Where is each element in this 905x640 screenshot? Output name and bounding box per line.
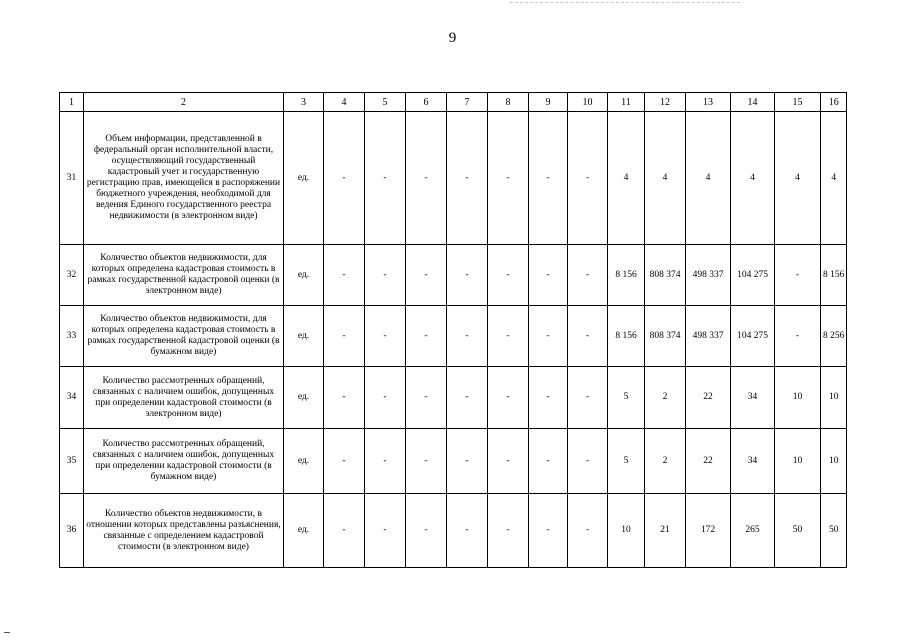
value-cell: - <box>529 367 568 429</box>
value-cell: - <box>488 245 529 306</box>
value-cell: 172 <box>686 494 731 568</box>
value-cell: 4 <box>775 112 821 245</box>
value-cell: - <box>365 429 406 494</box>
value-cell: 4 <box>821 112 847 245</box>
row-unit: ед. <box>284 245 324 306</box>
value-cell: - <box>488 367 529 429</box>
header-cell: 6 <box>406 93 447 112</box>
row-number: 32 <box>60 245 84 306</box>
value-cell: - <box>568 494 608 568</box>
scan-edge-mark <box>510 2 740 3</box>
value-cell: - <box>775 245 821 306</box>
value-cell: - <box>324 306 365 367</box>
value-cell: - <box>365 245 406 306</box>
value-cell: - <box>529 245 568 306</box>
header-cell: 4 <box>324 93 365 112</box>
value-cell: - <box>324 429 365 494</box>
header-cell: 8 <box>488 93 529 112</box>
value-cell: - <box>324 245 365 306</box>
value-cell: - <box>447 367 488 429</box>
value-cell: 22 <box>686 429 731 494</box>
row-number: 33 <box>60 306 84 367</box>
row-number: 35 <box>60 429 84 494</box>
value-cell: - <box>488 306 529 367</box>
row-description: Количество объектов недвижимости, для которых определена кадастровая стоимость в рамках государственной кадастровой оценки (в электронном виде) <box>84 245 284 306</box>
value-cell: - <box>406 367 447 429</box>
value-cell: - <box>568 367 608 429</box>
header-cell: 7 <box>447 93 488 112</box>
value-cell: 8 156 <box>608 245 645 306</box>
table-row <box>60 306 847 367</box>
value-cell: 10 <box>775 367 821 429</box>
value-cell: 5 <box>608 429 645 494</box>
value-cell: - <box>365 494 406 568</box>
value-cell: - <box>406 429 447 494</box>
value-cell: - <box>568 306 608 367</box>
header-cell: 2 <box>84 93 284 112</box>
value-cell: - <box>529 306 568 367</box>
value-cell: - <box>406 245 447 306</box>
row-unit: ед. <box>284 367 324 429</box>
header-cell: 12 <box>645 93 686 112</box>
value-cell: - <box>568 429 608 494</box>
value-cell: 5 <box>608 367 645 429</box>
header-cell: 13 <box>686 93 731 112</box>
row-number: 36 <box>60 494 84 568</box>
value-cell: 104 275 <box>731 245 775 306</box>
value-cell: 4 <box>731 112 775 245</box>
value-cell: - <box>568 245 608 306</box>
value-cell: 265 <box>731 494 775 568</box>
value-cell: 10 <box>608 494 645 568</box>
value-cell: 34 <box>731 429 775 494</box>
header-cell: 15 <box>775 93 821 112</box>
value-cell: - <box>529 494 568 568</box>
value-cell: - <box>447 112 488 245</box>
value-cell: 4 <box>686 112 731 245</box>
value-cell: 8 256 <box>821 306 847 367</box>
row-description: Количество рассмотренных обращений, связанных с наличием ошибок, допущенных при определении кадастровой стоимости (в электронном виде) <box>84 367 284 429</box>
scan-edge-mark <box>4 632 10 633</box>
value-cell: 50 <box>821 494 847 568</box>
value-cell: - <box>447 306 488 367</box>
value-cell: - <box>447 245 488 306</box>
value-cell: - <box>488 112 529 245</box>
row-description: Количество рассмотренных обращений, связанных с наличием ошибок, допущенных при определении кадастровой стоимости (в бумажном виде) <box>84 429 284 494</box>
header-cell: 5 <box>365 93 406 112</box>
table-row <box>60 112 847 245</box>
value-cell: 22 <box>686 367 731 429</box>
value-cell: 104 275 <box>731 306 775 367</box>
row-unit: ед. <box>284 494 324 568</box>
page-number: 9 <box>448 30 457 46</box>
row-description: Количество объектов недвижимости, в отношении которых представлены разъяснения, связанные с определением кадастровой стоимости (в электронном виде) <box>84 494 284 568</box>
value-cell: 10 <box>821 429 847 494</box>
value-cell: 8 156 <box>608 306 645 367</box>
value-cell: 34 <box>731 367 775 429</box>
table-row <box>60 429 847 494</box>
value-cell: - <box>324 112 365 245</box>
indicators-table <box>59 92 847 568</box>
value-cell: - <box>406 494 447 568</box>
header-cell: 14 <box>731 93 775 112</box>
value-cell: 808 374 <box>645 306 686 367</box>
value-cell: - <box>775 306 821 367</box>
row-description: Объем информации, представленной в федеральный орган исполнительной власти, осуществляющий государственный кадастровый учет и государственную регистрацию прав, имеющейся в распоряжении бюджетного учреждения, необходимой для ведения Единого государственного реестра недвижимости (в электронном виде) <box>84 112 284 245</box>
value-cell: 808 374 <box>645 245 686 306</box>
header-cell: 16 <box>821 93 847 112</box>
value-cell: - <box>488 494 529 568</box>
value-cell: - <box>324 494 365 568</box>
table-row <box>60 367 847 429</box>
value-cell: - <box>568 112 608 245</box>
value-cell: 21 <box>645 494 686 568</box>
table-row <box>60 245 847 306</box>
value-cell: - <box>406 306 447 367</box>
header-cell: 10 <box>568 93 608 112</box>
value-cell: 498 337 <box>686 245 731 306</box>
value-cell: 4 <box>608 112 645 245</box>
value-cell: - <box>406 112 447 245</box>
value-cell: 4 <box>645 112 686 245</box>
value-cell: - <box>324 367 365 429</box>
row-number: 31 <box>60 112 84 245</box>
value-cell: 10 <box>821 367 847 429</box>
table-row <box>60 494 847 568</box>
row-description: Количество объектов недвижимости, для которых определена кадастровая стоимость в рамках государственной кадастровой оценки (в бумажном виде) <box>84 306 284 367</box>
value-cell: 2 <box>645 429 686 494</box>
value-cell: 10 <box>775 429 821 494</box>
value-cell: - <box>365 306 406 367</box>
value-cell: - <box>447 494 488 568</box>
value-cell: 8 156 <box>821 245 847 306</box>
header-row <box>60 93 847 112</box>
row-unit: ед. <box>284 112 324 245</box>
header-cell: 11 <box>608 93 645 112</box>
header-cell: 1 <box>60 93 84 112</box>
row-unit: ед. <box>284 306 324 367</box>
header-cell: 3 <box>284 93 324 112</box>
value-cell: - <box>529 429 568 494</box>
value-cell: 50 <box>775 494 821 568</box>
value-cell: - <box>365 367 406 429</box>
value-cell: - <box>488 429 529 494</box>
value-cell: - <box>365 112 406 245</box>
row-number: 34 <box>60 367 84 429</box>
value-cell: - <box>529 112 568 245</box>
row-unit: ед. <box>284 429 324 494</box>
value-cell: - <box>447 429 488 494</box>
value-cell: 2 <box>645 367 686 429</box>
value-cell: 498 337 <box>686 306 731 367</box>
header-cell: 9 <box>529 93 568 112</box>
